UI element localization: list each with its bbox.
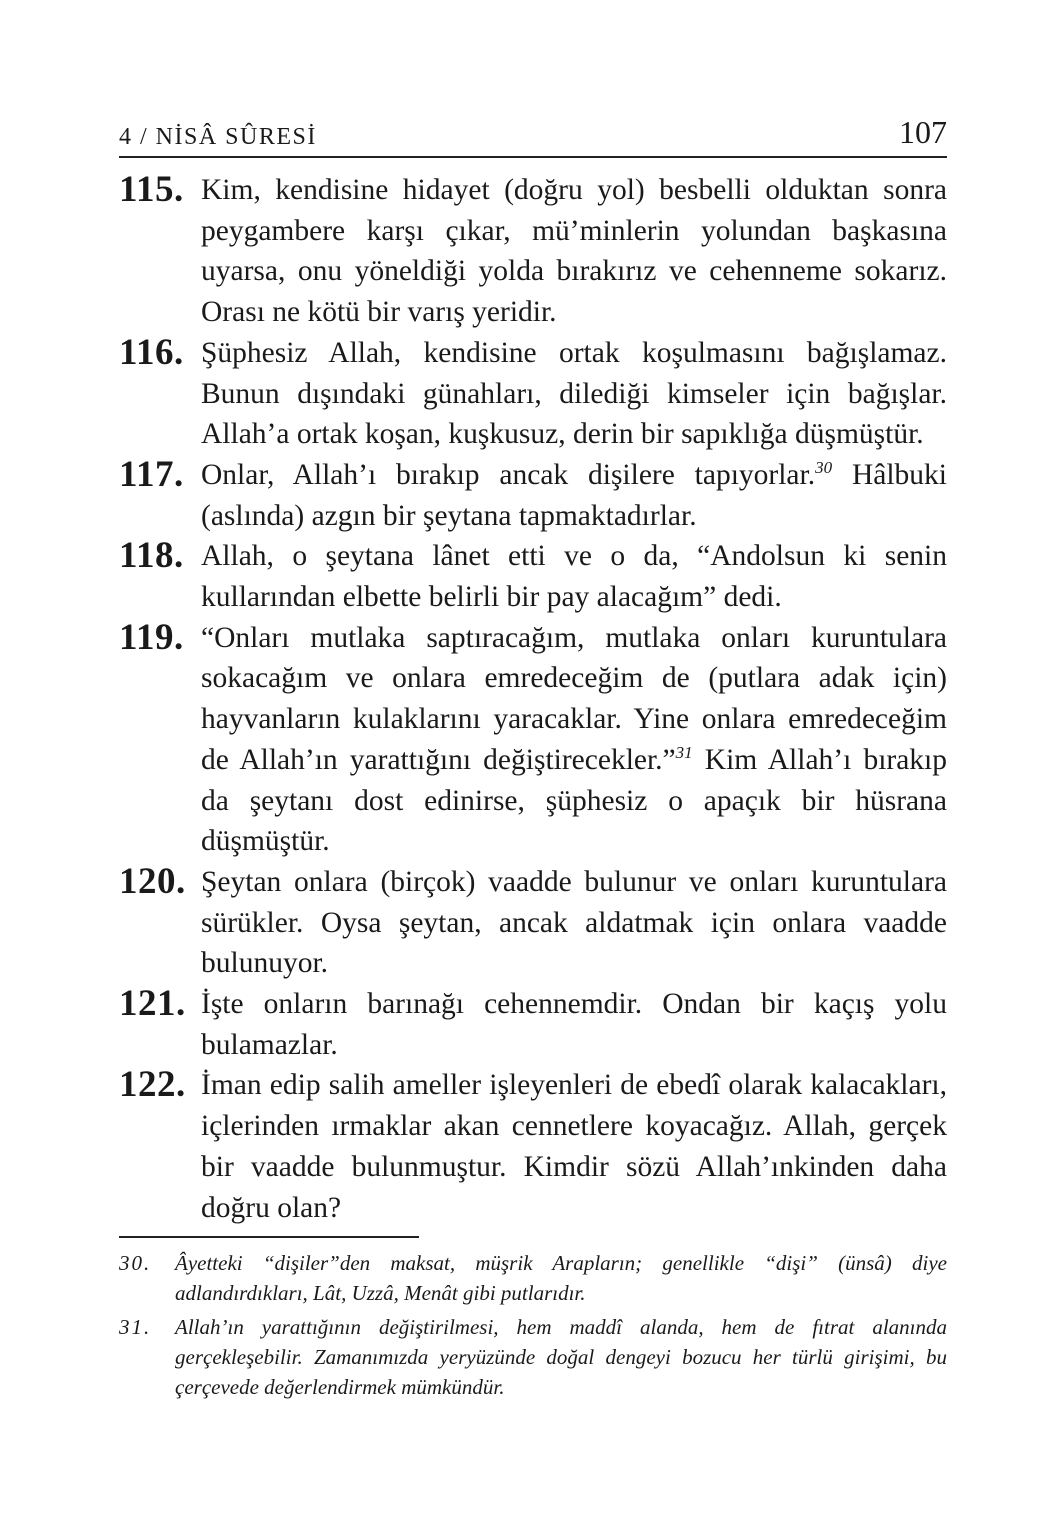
- page: [119, 112, 947, 1406]
- verse-text: İşte onların barınağı cehennemdir. Ondan bir kaçış yolu bulamazlar.: [201, 988, 947, 1061]
- footnote-text: Âyetteki “dişiler”den maksat, müşrik Arapların; genellikle “dişi” (ünsâ) diye adlandırdıkları, Lât, Uzzâ, Menât gibi putlarıdır.: [175, 1251, 947, 1306]
- verse-number: 122.: [119, 1064, 186, 1106]
- verse-121: [119, 984, 947, 1065]
- verse-119: [119, 618, 947, 862]
- footnote-30: [119, 1248, 947, 1308]
- verse-text: Şüphesiz Allah, kendisine ortak koşulmasını bağışlamaz. Bunun dışındaki günahları, dilediği kimseler için bağışlar. Allah’a ortak koşan, kuşkusuz, derin bir sapıklığa düşmüştür.: [201, 336, 947, 451]
- verse-number: 119.: [119, 616, 184, 658]
- verse-116: [119, 333, 947, 455]
- footnote-31: [119, 1312, 947, 1402]
- footnote-ref[interactable]: 30: [815, 458, 833, 478]
- verse-number: 117.: [119, 453, 184, 495]
- verse-text: Kim, kendisine hidayet (doğru yol) besbelli olduktan sonra peygambere karşı çıkar, mü’minlerin yolundan başkasına uyarsa, onu yöneldiği yolda bırakırız ve cehenneme sokarız. Orası ne kötü bir varış yeridir.: [201, 174, 947, 329]
- verse-text: [199, 455, 947, 536]
- running-title: 4 / NİSÂ SÛRESİ: [119, 124, 317, 150]
- footnote-number: 31.: [119, 1315, 152, 1340]
- verse-text-part: Hâlbuki (aslında) azgın bir şeytana tapmaktadırlar.: [201, 458, 947, 532]
- verse-number: 118.: [119, 535, 184, 577]
- footnote-text: Allah’ın yarattığının değiştirilmesi, hem maddî alanda, hem de fıtrat alanında gerçekleşebilir. Zamanımızda yeryüzünde doğal dengeyi bozucu her türlü girişimi, bu çerçevede değerlendirmek mümkündür.: [175, 1315, 947, 1400]
- verse-text: Şeytan onlara (birçok) vaadde bulunur ve onları kuruntulara sürükler. Oysa şeytan, ancak aldatmak için onlara vaadde bulunuyor.: [201, 865, 947, 980]
- verse-text: Allah, o şeytana lânet etti ve o da, “Andolsun ki senin kullarından elbette belirli bir pay alacağım” dedi.: [201, 540, 947, 614]
- verse-text-part: “Onları mutlaka saptıracağım, mutlaka onları kuruntulara sokacağım ve onlara emredeceğim de (putlara adak için) hayvanların kulaklarını yaracaklar. Yine onlara emredeceğim de Allah’ın yarattığını değiştirecekler.”: [201, 621, 947, 776]
- footnote-ref[interactable]: 31: [675, 743, 693, 763]
- footnote-list: [119, 1248, 947, 1402]
- verse-text: İman edip salih ameller işleyenleri de ebedî olarak kalacakları, içlerinden ırmaklar akan cennetlere koyacağız. Allah, gerçek bir vaadde bulunmuştur. Kimdir sözü Allah’ınkinden daha doğru olan?: [201, 1069, 947, 1224]
- page-header: [119, 112, 947, 158]
- verse-117: [119, 455, 947, 536]
- verse-118: [119, 536, 947, 617]
- verse-number: 115.: [119, 169, 184, 210]
- verse-text-part: Kim Allah’ı bırakıp da şeytanı dost edinirse, şüphesiz o apaçık bir hüsrana düşmüştür.: [201, 743, 947, 858]
- verse-number: 116.: [119, 331, 184, 373]
- verse-number: 120.: [119, 860, 186, 902]
- verse-list: [119, 170, 947, 1228]
- verse-122: [119, 1065, 947, 1228]
- footnote-divider: [119, 1236, 419, 1238]
- verse-120: [119, 862, 947, 984]
- page-number: 107: [899, 114, 947, 150]
- verse-text-part: Onlar, Allah’ı bırakıp ancak dişilere tapıyorlar.: [201, 458, 816, 491]
- verse-number: 121.: [119, 983, 186, 1025]
- verse-115: [119, 170, 947, 333]
- footnote-number: 30.: [119, 1251, 152, 1276]
- verse-text: [199, 618, 947, 862]
